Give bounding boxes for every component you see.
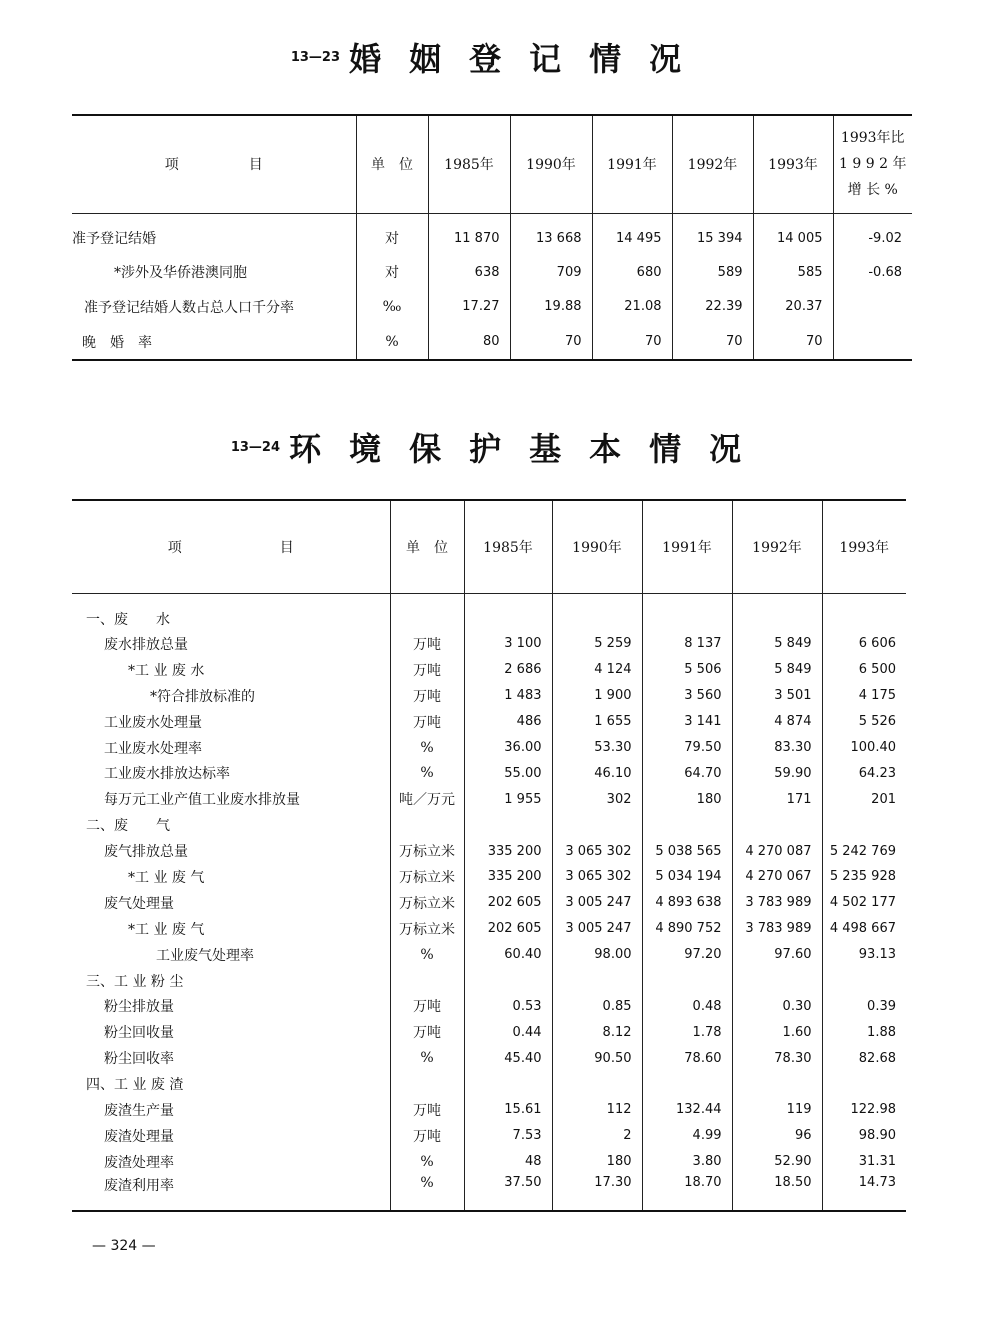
row-unit [390, 968, 464, 994]
value-cell: 6 500 [858, 662, 896, 678]
row-label: 废气处理量 [72, 890, 390, 916]
growth-cell [833, 324, 912, 360]
row-unit [390, 1071, 464, 1097]
value-cell: 4 270 087 [732, 838, 822, 864]
environment-header-year: 1993年 [822, 500, 906, 593]
table-row [72, 1097, 906, 1123]
value-cell: 2 [552, 1123, 642, 1149]
value-cell: 64.23 [858, 765, 896, 781]
value-cell: 0.85 [552, 993, 642, 1019]
row-unit: 万吨 [390, 683, 464, 709]
value-cell: 97.20 [642, 942, 732, 968]
marriage-header-growth-line: 1993年比 [840, 130, 905, 147]
value-cell: 3 065 302 [552, 864, 642, 890]
value-cell: 8 137 [642, 631, 732, 657]
value-cell: 21.08 [592, 289, 672, 324]
value-cell: 585 [753, 255, 833, 289]
row-label: 每万元工业产值工业废水排放量 [72, 786, 390, 812]
value-cell: 70 [753, 324, 833, 360]
row-unit: 万吨 [390, 1123, 464, 1149]
environment-header-year: 1985年 [464, 500, 552, 593]
value-cell: 4 175 [858, 688, 896, 704]
row-label: *工 业 废 水 [72, 657, 390, 683]
value-cell: 201 [871, 791, 896, 807]
row-label: 工业废水排放达标率 [72, 760, 390, 786]
value-cell: 5 506 [642, 657, 732, 683]
value-cell [464, 968, 552, 994]
value-cell: 1 955 [464, 786, 552, 812]
row-unit: % [390, 942, 464, 968]
value-cell: 93.13 [858, 947, 896, 963]
table-row [72, 1019, 906, 1045]
value-cell: 31.31 [858, 1154, 896, 1170]
marriage-header-growth-line: 1 9 9 2 年 [839, 156, 907, 173]
value-cell [732, 968, 822, 994]
table-row [72, 709, 906, 735]
row-unit: % [390, 1149, 464, 1175]
value-cell: 3 100 [464, 631, 552, 657]
value-cell [642, 1071, 732, 1097]
value-cell: 5 849 [732, 657, 822, 683]
value-cell: 4 874 [732, 709, 822, 735]
value-cell: 8.12 [552, 1019, 642, 1045]
value-cell: 1.78 [642, 1019, 732, 1045]
value-cell: 18.70 [642, 1175, 732, 1211]
marriage-header-year: 1993年 [753, 115, 833, 213]
value-cell: 1.60 [732, 1019, 822, 1045]
value-cell: 5 259 [552, 631, 642, 657]
value-cell: 0.53 [464, 993, 552, 1019]
value-cell: 5 242 769 [829, 843, 896, 859]
value-cell: 52.90 [732, 1149, 822, 1175]
value-cell: 3 141 [642, 709, 732, 735]
row-unit: 万标立米 [390, 838, 464, 864]
value-cell: 90.50 [552, 1045, 642, 1071]
value-cell: 0.44 [464, 1019, 552, 1045]
value-cell [642, 812, 732, 838]
value-cell: 53.30 [552, 735, 642, 761]
value-cell: 13 668 [510, 213, 592, 255]
row-unit: 对 [356, 213, 428, 255]
environment-header-year: 1991年 [642, 500, 732, 593]
value-cell: 302 [552, 786, 642, 812]
value-cell: 5 235 928 [829, 869, 896, 885]
environment-header-unit: 单 位 [390, 500, 464, 593]
row-unit: 万吨 [390, 1019, 464, 1045]
row-unit: 吨／万元 [390, 786, 464, 812]
value-cell: 589 [672, 255, 753, 289]
row-unit: 万吨 [390, 1097, 464, 1123]
row-unit: 万吨 [390, 709, 464, 735]
growth-cell: -9.02 [868, 230, 902, 246]
value-cell: 709 [510, 255, 592, 289]
row-label: 二、废 气 [72, 812, 390, 838]
value-cell: 1 655 [552, 709, 642, 735]
row-unit: 万吨 [390, 657, 464, 683]
value-cell: 59.90 [732, 760, 822, 786]
value-cell: 486 [464, 709, 552, 735]
row-unit: ‰ [356, 289, 428, 324]
marriage-title-text: 婚姻登记情况 [349, 40, 710, 78]
value-cell: 0.48 [642, 993, 732, 1019]
table-row [72, 683, 906, 709]
marriage-table-number: 13—23 [290, 49, 341, 65]
value-cell: 3.80 [642, 1149, 732, 1175]
environment-header-year: 1992年 [732, 500, 822, 593]
marriage-title [0, 34, 1000, 80]
table-row [72, 1071, 906, 1097]
table-row [72, 593, 906, 631]
value-cell: 3 005 247 [552, 916, 642, 942]
table-row [72, 657, 906, 683]
row-label: *工 业 废 气 [72, 864, 390, 890]
value-cell: 60.40 [464, 942, 552, 968]
value-cell: 3 783 989 [732, 890, 822, 916]
value-cell: 180 [552, 1149, 642, 1175]
row-label: 废水排放总量 [72, 631, 390, 657]
environment-table [72, 499, 906, 1212]
table-row [72, 786, 906, 812]
marriage-header-growth [833, 115, 912, 213]
value-cell [552, 968, 642, 994]
value-cell: 100.40 [850, 740, 896, 755]
value-cell: 3 005 247 [552, 890, 642, 916]
value-cell [732, 593, 822, 631]
row-unit: 万标立米 [390, 890, 464, 916]
value-cell: 98.90 [858, 1128, 896, 1144]
value-cell: 4 890 752 [642, 916, 732, 942]
value-cell: 48 [464, 1149, 552, 1175]
row-label: 废渣利用率 [72, 1175, 390, 1211]
marriage-header-unit: 单 位 [356, 115, 428, 213]
row-label: 工业废水处理量 [72, 709, 390, 735]
value-cell: 171 [732, 786, 822, 812]
environment-header-row [72, 500, 906, 593]
row-unit: 万标立米 [390, 916, 464, 942]
value-cell: 335 200 [464, 838, 552, 864]
value-cell: 0.30 [732, 993, 822, 1019]
row-label: 四、工 业 废 渣 [72, 1071, 390, 1097]
value-cell: 78.60 [642, 1045, 732, 1071]
value-cell: 2 686 [464, 657, 552, 683]
value-cell: 82.68 [858, 1050, 896, 1066]
value-cell: 112 [552, 1097, 642, 1123]
marriage-header-year: 1992年 [672, 115, 753, 213]
value-cell [552, 812, 642, 838]
row-label: 晚 婚 率 [72, 324, 356, 360]
row-unit: 万吨 [390, 631, 464, 657]
value-cell: 122.98 [850, 1102, 896, 1118]
value-cell: 202 605 [464, 916, 552, 942]
value-cell: 18.50 [732, 1175, 822, 1211]
value-cell: 6 606 [858, 636, 896, 652]
row-unit [390, 593, 464, 631]
value-cell [464, 1071, 552, 1097]
value-cell: 4 270 067 [732, 864, 822, 890]
table-row [72, 864, 906, 890]
marriage-table [72, 114, 912, 361]
marriage-header-item: 项 目 [72, 115, 356, 213]
table-row [72, 812, 906, 838]
value-cell: 78.30 [732, 1045, 822, 1071]
row-label: 准予登记结婚 [72, 213, 356, 255]
row-label: 废渣生产量 [72, 1097, 390, 1123]
row-label: 废气排放总量 [72, 838, 390, 864]
table-row [72, 213, 912, 255]
value-cell [822, 968, 906, 994]
value-cell: 37.50 [464, 1175, 552, 1211]
value-cell: 36.00 [464, 735, 552, 761]
table-row [72, 1045, 906, 1071]
table-row [72, 324, 912, 360]
value-cell: 11 870 [428, 213, 510, 255]
value-cell: 70 [592, 324, 672, 360]
value-cell: 4.99 [642, 1123, 732, 1149]
value-cell [822, 593, 906, 631]
value-cell: 15 394 [672, 213, 753, 255]
table-row [72, 735, 906, 761]
value-cell: 17.30 [552, 1175, 642, 1211]
value-cell: 22.39 [672, 289, 753, 324]
table-row [72, 760, 906, 786]
marriage-header-year: 1990年 [510, 115, 592, 213]
row-unit: % [390, 760, 464, 786]
value-cell [822, 1071, 906, 1097]
row-label: *符合排放标准的 [72, 683, 390, 709]
row-unit: 万标立米 [390, 864, 464, 890]
marriage-header-row [72, 115, 912, 213]
value-cell: 4 124 [552, 657, 642, 683]
table-row [72, 968, 906, 994]
table-row [72, 1149, 906, 1175]
environment-title-text: 环境保护基本情况 [289, 430, 770, 468]
table-row [72, 916, 906, 942]
value-cell: 1 900 [552, 683, 642, 709]
value-cell: 180 [642, 786, 732, 812]
value-cell: 46.10 [552, 760, 642, 786]
value-cell: 5 034 194 [642, 864, 732, 890]
row-label: *工 业 废 气 [72, 916, 390, 942]
value-cell [552, 593, 642, 631]
value-cell: 4 502 177 [829, 895, 896, 911]
row-label: 废渣处理率 [72, 1149, 390, 1175]
value-cell: 638 [428, 255, 510, 289]
value-cell: 96 [732, 1123, 822, 1149]
environment-title [0, 424, 1000, 470]
row-label: 粉尘回收量 [72, 1019, 390, 1045]
value-cell [822, 812, 906, 838]
environment-table-number: 13—24 [230, 439, 281, 455]
value-cell: 14 495 [592, 213, 672, 255]
table-row [72, 838, 906, 864]
marriage-header-growth-line: 增 长 % [847, 182, 898, 199]
row-unit: % [390, 1045, 464, 1071]
value-cell: 98.00 [552, 942, 642, 968]
value-cell: 15.61 [464, 1097, 552, 1123]
value-cell: 3 783 989 [732, 916, 822, 942]
value-cell [642, 968, 732, 994]
value-cell: 202 605 [464, 890, 552, 916]
value-cell: 132.44 [642, 1097, 732, 1123]
value-cell: 4 893 638 [642, 890, 732, 916]
value-cell: 1 483 [464, 683, 552, 709]
value-cell [464, 812, 552, 838]
value-cell: 680 [592, 255, 672, 289]
value-cell: 70 [510, 324, 592, 360]
value-cell: 45.40 [464, 1045, 552, 1071]
page-number: — 324 — [92, 1238, 156, 1254]
growth-cell [833, 289, 912, 324]
row-unit: % [356, 324, 428, 360]
value-cell: 335 200 [464, 864, 552, 890]
value-cell: 0.39 [867, 998, 896, 1014]
row-label: 废渣处理量 [72, 1123, 390, 1149]
environment-header-item: 项 目 [72, 500, 390, 593]
value-cell: 7.53 [464, 1123, 552, 1149]
value-cell [464, 593, 552, 631]
value-cell: 79.50 [642, 735, 732, 761]
value-cell: 64.70 [642, 760, 732, 786]
table-row [72, 289, 912, 324]
row-unit: 对 [356, 255, 428, 289]
table-row [72, 631, 906, 657]
value-cell: 5 849 [732, 631, 822, 657]
value-cell: 14.73 [822, 1175, 906, 1211]
value-cell: 55.00 [464, 760, 552, 786]
value-cell: 4 498 667 [829, 921, 896, 937]
table-row [72, 1123, 906, 1149]
row-unit: % [390, 1175, 464, 1211]
value-cell [732, 812, 822, 838]
table-row [72, 993, 906, 1019]
value-cell: 70 [672, 324, 753, 360]
row-label: 工业废水处理率 [72, 735, 390, 761]
row-unit: % [390, 735, 464, 761]
marriage-header-year: 1985年 [428, 115, 510, 213]
value-cell: 119 [732, 1097, 822, 1123]
row-label: 一、废 水 [72, 593, 390, 631]
table-row [72, 942, 906, 968]
marriage-header-year: 1991年 [592, 115, 672, 213]
row-label: 三、工 业 粉 尘 [72, 968, 390, 994]
value-cell [552, 1071, 642, 1097]
value-cell: 80 [428, 324, 510, 360]
value-cell: 14 005 [753, 213, 833, 255]
growth-cell: -0.68 [868, 264, 902, 280]
table-row [72, 255, 912, 289]
value-cell: 97.60 [732, 942, 822, 968]
value-cell: 3 501 [732, 683, 822, 709]
value-cell: 1.88 [867, 1024, 896, 1040]
value-cell: 5 526 [858, 714, 896, 730]
row-label: 粉尘排放量 [72, 993, 390, 1019]
value-cell [732, 1071, 822, 1097]
row-unit [390, 812, 464, 838]
value-cell: 83.30 [732, 735, 822, 761]
table-row [72, 1175, 906, 1211]
row-unit: 万吨 [390, 993, 464, 1019]
value-cell: 5 038 565 [642, 838, 732, 864]
value-cell: 3 065 302 [552, 838, 642, 864]
value-cell: 20.37 [753, 289, 833, 324]
value-cell: 19.88 [510, 289, 592, 324]
row-label: *涉外及华侨港澳同胞 [72, 255, 356, 289]
row-label: 工业废气处理率 [72, 942, 390, 968]
table-row [72, 890, 906, 916]
row-label: 准予登记结婚人数占总人口千分率 [72, 289, 356, 324]
value-cell: 17.27 [428, 289, 510, 324]
environment-header-year: 1990年 [552, 500, 642, 593]
value-cell [642, 593, 732, 631]
row-label: 粉尘回收率 [72, 1045, 390, 1071]
value-cell: 3 560 [642, 683, 732, 709]
